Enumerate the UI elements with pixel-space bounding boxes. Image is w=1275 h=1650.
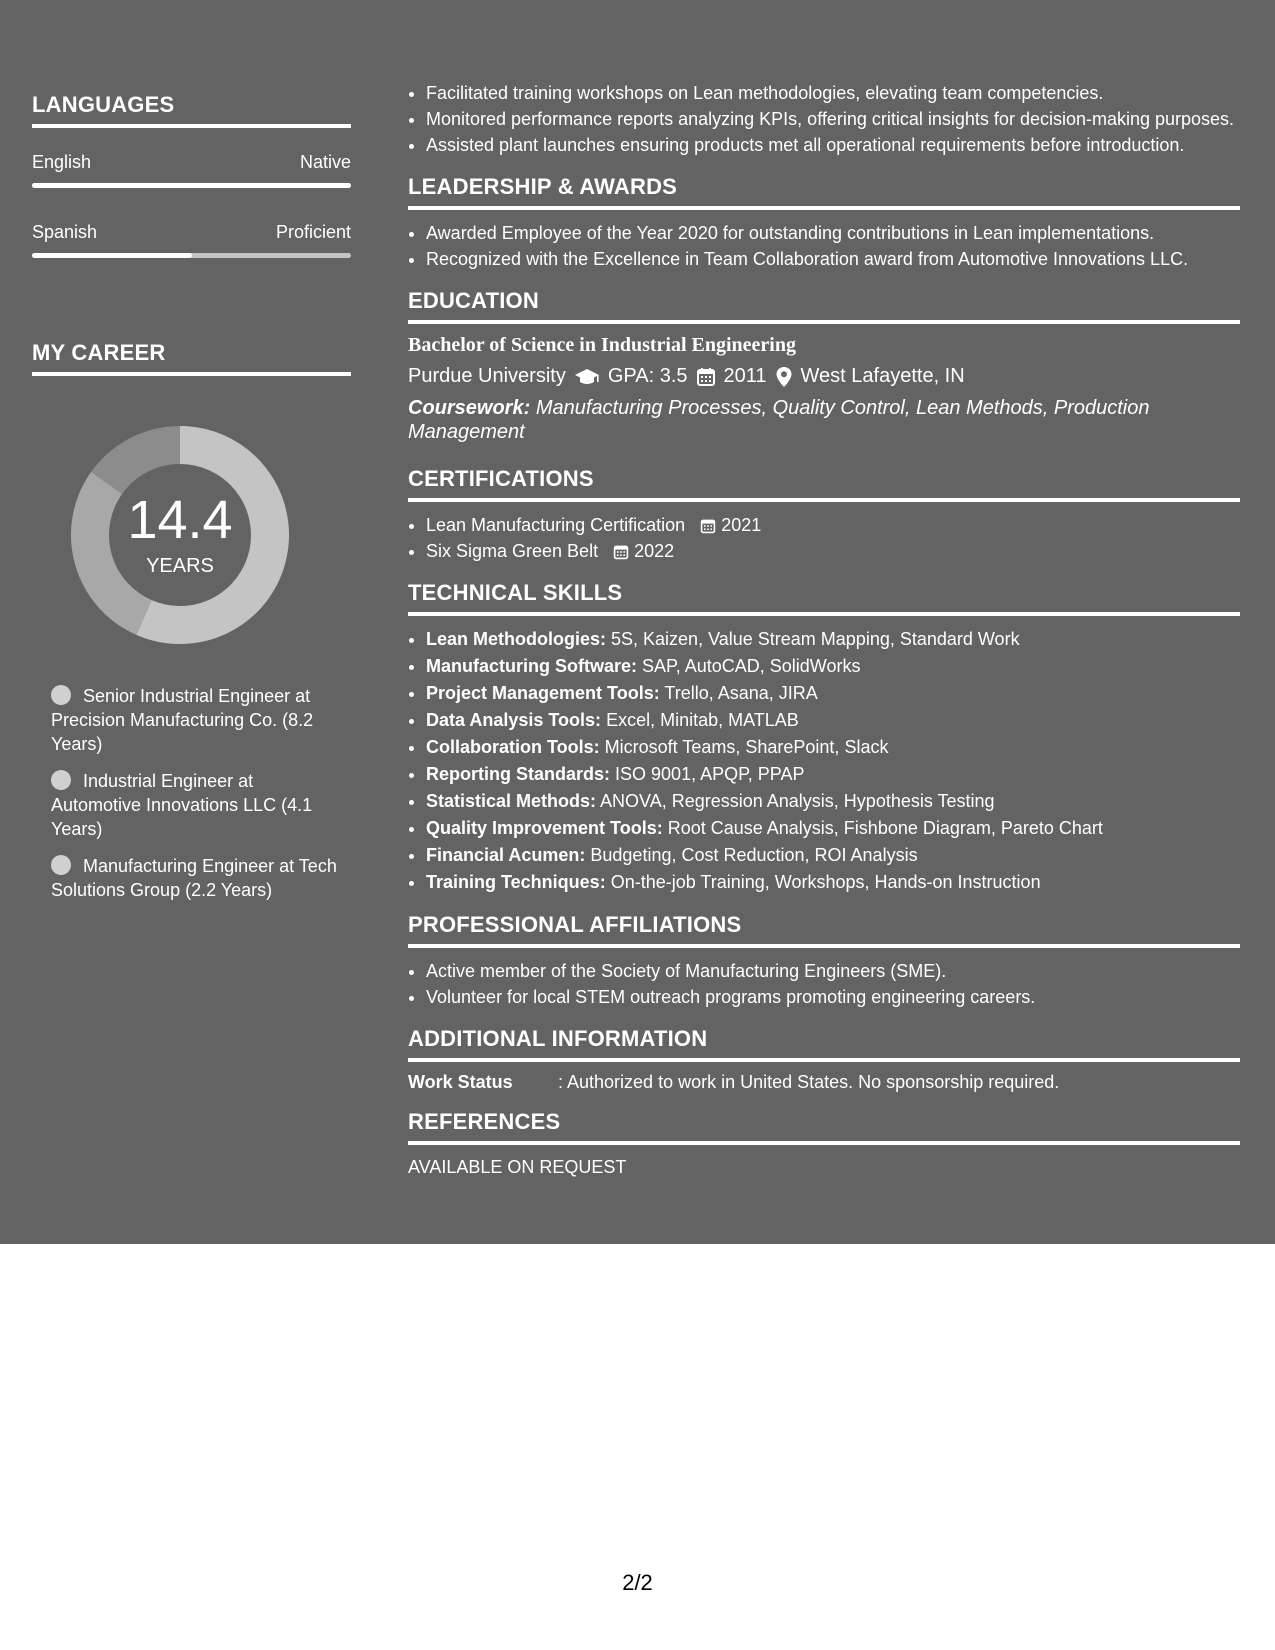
bullet-dot-icon — [51, 685, 71, 705]
language-level: Proficient — [275, 222, 351, 242]
certifications-heading: CERTIFICATIONS — [408, 466, 1240, 502]
career-years-unit: YEARS — [146, 554, 214, 577]
list-item: • Volunteer for local STEM outreach programs promoting engineering careers. — [426, 984, 1240, 1010]
bullet-dot-icon — [51, 855, 71, 875]
education-heading: EDUCATION — [408, 288, 1240, 324]
certification-year: 2021 — [721, 515, 762, 535]
skill-item: • Statistical Methods: ANOVA, Regression Analysis, Hypothesis Testing — [426, 788, 1240, 815]
right-column — [408, 80, 1240, 1178]
language-level-bar-fill — [32, 183, 351, 188]
list-item: • Recognized with the Excellence in Team Collaboration award from Automotive Innovations LLC. — [426, 246, 1240, 272]
references-section — [408, 1109, 1240, 1178]
education-location: West Lafayette, IN — [800, 365, 965, 387]
skills-heading: TECHNICAL SKILLS — [408, 580, 1240, 616]
bullet-dot-icon — [51, 770, 71, 790]
education-school: Purdue University — [408, 365, 566, 387]
additional-section — [408, 1026, 1240, 1093]
work-status-row — [408, 1072, 1240, 1093]
education-degree: Bachelor of Science in Industrial Engineering — [408, 334, 796, 356]
language-spanish — [32, 222, 351, 258]
language-name: English — [32, 152, 92, 172]
references-heading: REFERENCES — [408, 1109, 1240, 1145]
skill-item: • Manufacturing Software: SAP, AutoCAD, SolidWorks — [426, 653, 1240, 680]
language-level-bar — [32, 253, 351, 258]
career-list — [51, 684, 341, 902]
skill-item: • Data Analysis Tools: Excel, Minitab, MATLAB — [426, 707, 1240, 734]
language-english — [32, 152, 351, 188]
skill-item: • Collaboration Tools: Microsoft Teams, SharePoint, Slack — [426, 734, 1240, 761]
education-meta — [408, 365, 1240, 388]
education-section — [408, 288, 1240, 444]
work-status-label: Work Status — [408, 1072, 513, 1092]
language-level: Native — [299, 152, 351, 172]
certifications-section — [408, 466, 1240, 564]
list-item: • Monitored performance reports analyzing KPIs, offering critical insights for decision-making purposes. — [426, 106, 1240, 132]
list-item: • Facilitated training workshops on Lean methodologies, elevating team competencies. — [426, 80, 1240, 106]
career-item: Senior Industrial Engineer at Precision Manufacturing Co. (8.2 Years) — [51, 686, 314, 754]
skill-item: • Reporting Standards: ISO 9001, APQP, PPAP — [426, 761, 1240, 788]
work-status-value: : Authorized to work in United States. No sponsorship required. — [558, 1072, 1060, 1092]
languages-heading: LANGUAGES — [32, 92, 351, 128]
graduation-cap-icon — [574, 367, 600, 387]
language-name: Spanish — [32, 222, 98, 242]
skill-item: • Project Management Tools: Trello, Asana, JIRA — [426, 680, 1240, 707]
experience-bullets — [408, 80, 1240, 158]
affiliations-section — [408, 912, 1240, 1010]
skill-item: • Training Techniques: On-the-job Training, Workshops, Hands-on Instruction — [426, 869, 1240, 896]
certification-year: 2022 — [634, 541, 675, 561]
career-item: Manufacturing Engineer at Tech Solutions Group (2.2 Years) — [51, 856, 337, 900]
page-number: 2/2 — [622, 1570, 653, 1595]
skill-item: • Financial Acumen: Budgeting, Cost Reduction, ROI Analysis — [426, 842, 1240, 869]
additional-heading: ADDITIONAL INFORMATION — [408, 1026, 1240, 1062]
skill-item: • Quality Improvement Tools: Root Cause Analysis, Fishbone Diagram, Pareto Chart — [426, 815, 1240, 842]
coursework-list: Manufacturing Processes, Quality Control, Lean Methods, Production Management — [408, 397, 1150, 443]
certification-item: • Lean Manufacturing Certification 2021 — [426, 512, 1240, 538]
career-heading: MY CAREER — [32, 340, 351, 376]
list-item: • Active member of the Society of Manufacturing Engineers (SME). — [426, 958, 1240, 984]
skills-section — [408, 580, 1240, 896]
calendar-icon — [700, 517, 716, 535]
career-total-years: 14.4 — [127, 489, 233, 550]
career-item: Industrial Engineer at Automotive Innovations LLC (4.1 Years) — [51, 771, 313, 839]
list-item: • Assisted plant launches ensuring products met all operational requirements before introduction. — [426, 132, 1240, 158]
leadership-section — [408, 174, 1240, 272]
affiliations-heading: PROFESSIONAL AFFILIATIONS — [408, 912, 1240, 948]
certification-item: • Six Sigma Green Belt 2022 — [426, 538, 1240, 564]
education-gpa: GPA: 3.5 — [607, 365, 688, 387]
references-text: AVAILABLE ON REQUEST — [408, 1157, 627, 1177]
career-donut — [65, 420, 295, 650]
education-year: 2011 — [723, 365, 767, 387]
location-pin-icon — [775, 366, 793, 388]
language-level-bar-fill — [32, 253, 192, 258]
left-column — [32, 92, 351, 915]
coursework-label: Coursework: — [408, 397, 531, 419]
leadership-heading: LEADERSHIP & AWARDS — [408, 174, 1240, 210]
language-level-bar — [32, 183, 351, 188]
list-item: • Awarded Employee of the Year 2020 for outstanding contributions in Lean implementations. — [426, 220, 1240, 246]
skill-item: • Lean Methodologies: 5S, Kaizen, Value Stream Mapping, Standard Work — [426, 626, 1240, 653]
calendar-icon — [613, 543, 629, 561]
education-coursework — [408, 396, 1240, 444]
calendar-icon — [696, 367, 716, 387]
